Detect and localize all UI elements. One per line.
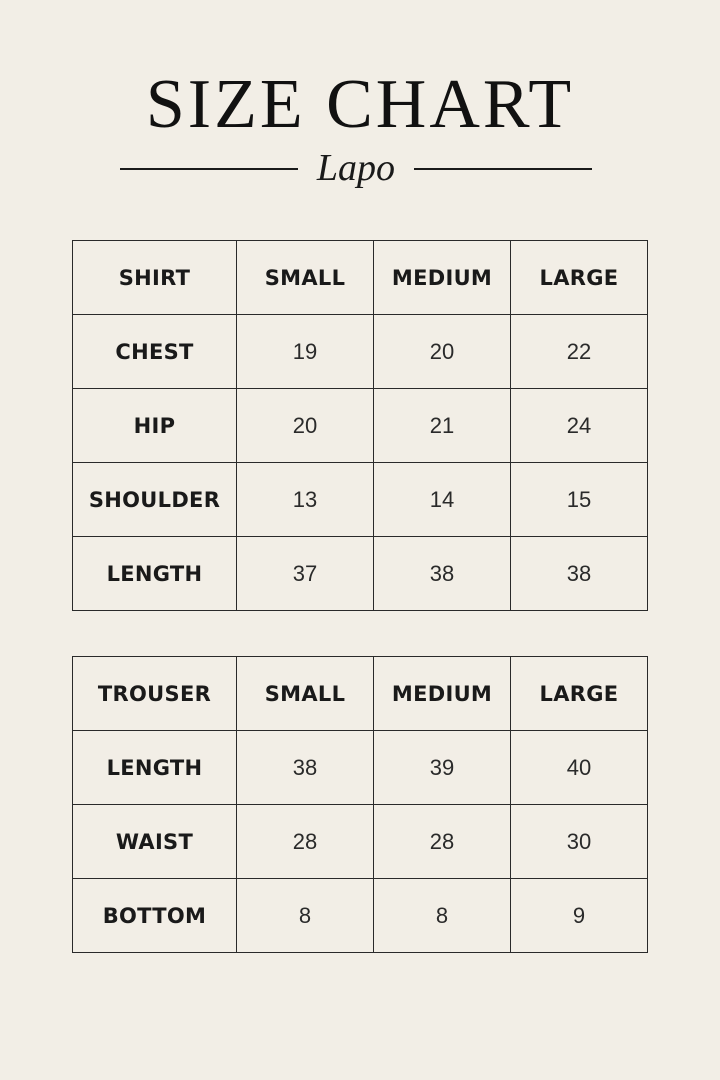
row-label: BOTTOM: [73, 879, 237, 953]
table-row: [73, 463, 648, 537]
table-row: [73, 537, 648, 611]
divider-right: [414, 168, 592, 170]
table-header-cell: MEDIUM: [374, 241, 511, 315]
table-row: [73, 731, 648, 805]
table-cell: 37: [237, 537, 374, 611]
row-label: HIP: [73, 389, 237, 463]
table-row: [73, 805, 648, 879]
table-cell: 40: [511, 731, 648, 805]
row-label: LENGTH: [73, 731, 237, 805]
table-cell: 8: [237, 879, 374, 953]
row-label: WAIST: [73, 805, 237, 879]
table-cell: 28: [374, 805, 511, 879]
table-row: [73, 389, 648, 463]
table-cell: 9: [511, 879, 648, 953]
table-cell: 39: [374, 731, 511, 805]
row-label: LENGTH: [73, 537, 237, 611]
divider-left: [120, 168, 298, 170]
table-cell: 30: [511, 805, 648, 879]
table-cell: 20: [374, 315, 511, 389]
table-cell: 38: [511, 537, 648, 611]
brand-subtitle: Lapo: [316, 147, 396, 189]
table-cell: 24: [511, 389, 648, 463]
subtitle-row: [120, 146, 592, 190]
table-cell: 20: [237, 389, 374, 463]
table-row: [73, 879, 648, 953]
shirt-size-table: [72, 240, 648, 611]
table-cell: 19: [237, 315, 374, 389]
table-header-cell: LARGE: [511, 241, 648, 315]
trouser-size-table: [72, 656, 648, 953]
table-header-cell: SHIRT: [73, 241, 237, 315]
table-cell: 14: [374, 463, 511, 537]
table-cell: 22: [511, 315, 648, 389]
table-cell: 38: [237, 731, 374, 805]
table-cell: 28: [237, 805, 374, 879]
table-cell: 21: [374, 389, 511, 463]
table-header-cell: LARGE: [511, 657, 648, 731]
table-header-cell: MEDIUM: [374, 657, 511, 731]
table-row: [73, 315, 648, 389]
table-cell: 15: [511, 463, 648, 537]
table-cell: 38: [374, 537, 511, 611]
table-header-cell: TROUSER: [73, 657, 237, 731]
page-title: SIZE CHART: [145, 66, 575, 143]
table-cell: 13: [237, 463, 374, 537]
table-header-cell: SMALL: [237, 657, 374, 731]
table-cell: 8: [374, 879, 511, 953]
table-header-row: [73, 241, 648, 315]
row-label: SHOULDER: [73, 463, 237, 537]
table-header-row: [73, 657, 648, 731]
row-label: CHEST: [73, 315, 237, 389]
table-header-cell: SMALL: [237, 241, 374, 315]
